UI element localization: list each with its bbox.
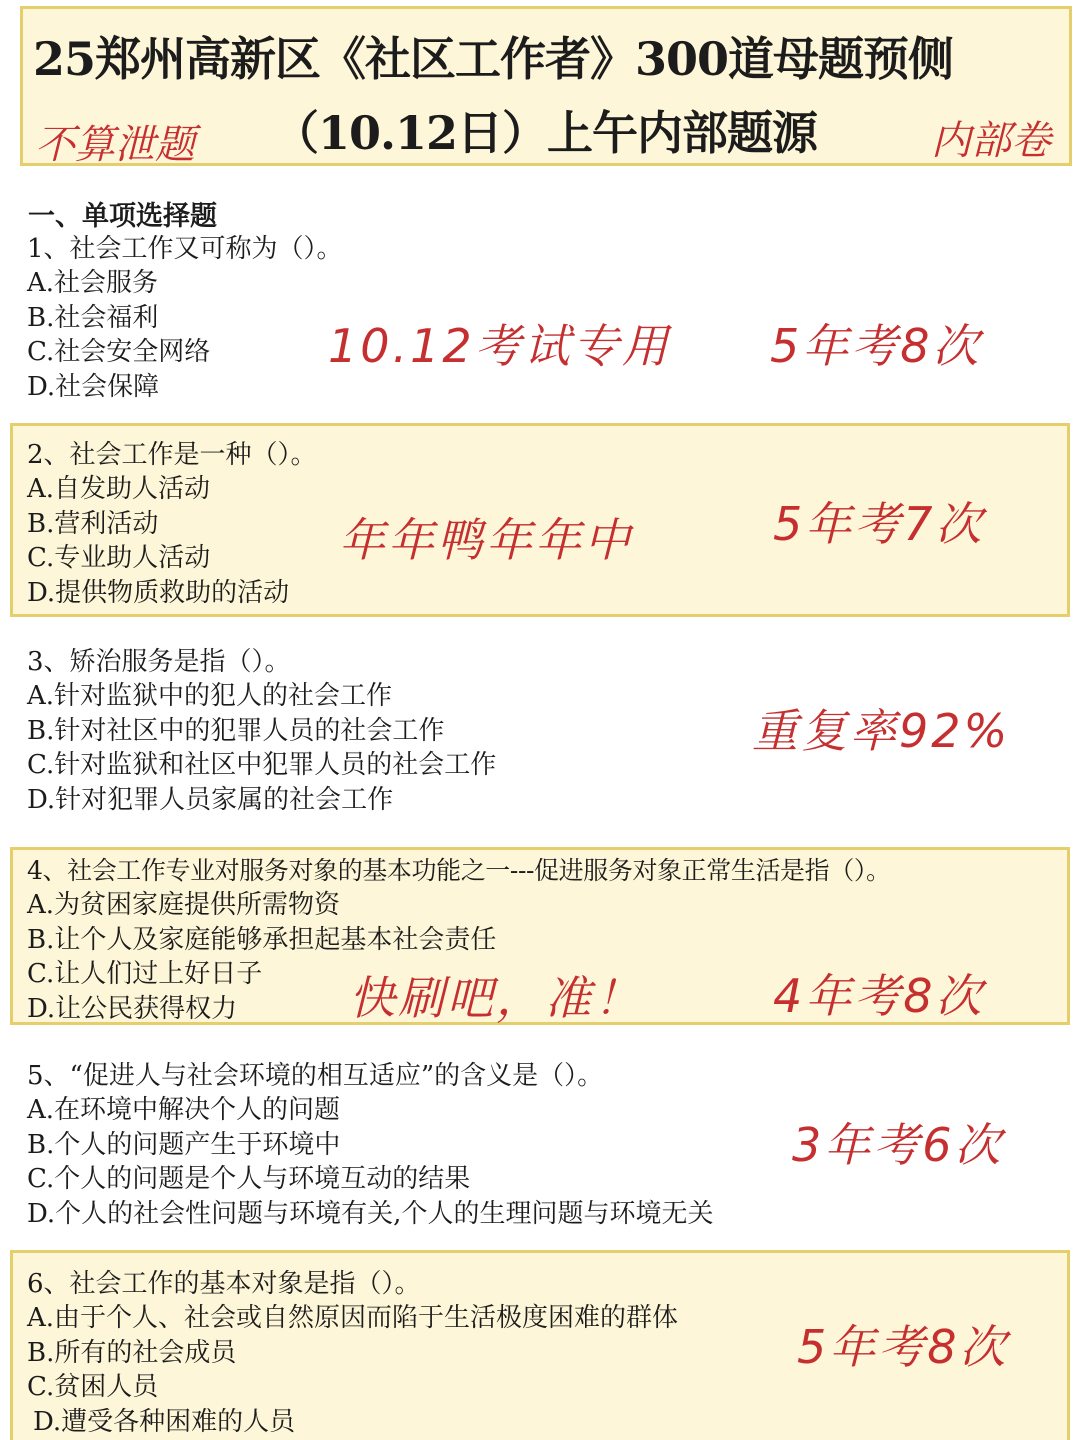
option-a: A.自发助人活动 [27, 474, 211, 505]
handwritten-frequency: 5年考7次 [773, 497, 985, 551]
question-block-3 [10, 645, 1070, 825]
option-c: C.贫困人员 [27, 1372, 159, 1403]
question-block-6 [10, 1250, 1070, 1440]
handwritten-note: 10.12考试专用 [328, 319, 671, 373]
handwritten-frequency: 5年考8次 [797, 1320, 1009, 1374]
handwritten-note-right: 内部卷 [931, 118, 1051, 164]
handwritten-frequency: 5年考8次 [770, 319, 982, 373]
header-box [20, 6, 1072, 166]
option-a: A.社会服务 [27, 268, 159, 299]
option-a: A.针对监狱中的犯人的社会工作 [27, 681, 393, 712]
handwritten-note: 快刷吧，准！ [349, 971, 643, 1025]
option-c: C.让人们过上好日子 [27, 959, 263, 990]
handwritten-frequency: 3年考6次 [792, 1118, 1004, 1172]
question-stem: 2、社会工作是一种（）。 [27, 440, 317, 470]
handwritten-note: 重复率92% [752, 704, 1011, 758]
option-d: D.个人的社会性问题与环境有关,个人的生理问题与环境无关 [27, 1198, 714, 1229]
option-b: B.营利活动 [27, 508, 159, 539]
option-c: C.针对监狱和社区中犯罪人员的社会工作 [27, 750, 497, 781]
option-a: A.由于个人、社会或自然原因而陷于生活极度困难的群体 [27, 1303, 679, 1334]
option-c: C.社会安全网络 [27, 337, 211, 368]
option-b: B.让个人及家庭能够承担起基本社会责任 [27, 924, 497, 955]
option-a: A.在环境中解决个人的问题 [27, 1095, 341, 1126]
option-b: B.社会福利 [27, 302, 159, 333]
question-stem: 1、社会工作又可称为（）。 [27, 234, 343, 264]
option-b: B.针对社区中的犯罪人员的社会工作 [27, 715, 445, 746]
question-stem: 4、社会工作专业对服务对象的基本功能之一---促进服务对象正常生活是指（）。 [27, 856, 891, 885]
section-title: 一、单项选择题 [28, 201, 217, 232]
option-b: B.个人的问题产生于环境中 [27, 1129, 341, 1160]
option-d: D.让公民获得权力 [27, 993, 238, 1024]
question-stem: 3、矫治服务是指（）。 [27, 647, 291, 677]
option-d: D.提供物质救助的活动 [27, 577, 290, 608]
question-stem: 6、社会工作的基本对象是指（）。 [27, 1269, 421, 1299]
handwritten-note: 年年鸭年年中 [339, 513, 633, 567]
option-d: D.遭受各种困难的人员 [33, 1406, 296, 1437]
document-title-line2: （10.12日）上午内部题源 [273, 106, 818, 160]
handwritten-note-left: 不算泄题 [35, 122, 195, 168]
option-d: D.社会保障 [27, 371, 160, 402]
question-block-2 [10, 423, 1070, 617]
option-b: B.所有的社会成员 [27, 1337, 237, 1368]
option-c: C.个人的问题是个人与环境互动的结果 [27, 1164, 471, 1195]
question-block-5 [10, 1059, 1070, 1239]
option-d: D.针对犯罪人员家属的社会工作 [27, 784, 394, 815]
document-title-line1: 25郑州高新区《社区工作者》300道母题预侧 [33, 32, 954, 86]
question-stem: 5、“促进人与社会环境的相互适应”的含义是（）。 [27, 1061, 604, 1091]
option-a: A.为贫困家庭提供所需物资 [27, 890, 341, 921]
option-c: C.专业助人活动 [27, 543, 211, 574]
handwritten-frequency: 4年考8次 [773, 969, 985, 1023]
question-block-4 [10, 847, 1070, 1025]
question-block-1 [10, 232, 1070, 412]
